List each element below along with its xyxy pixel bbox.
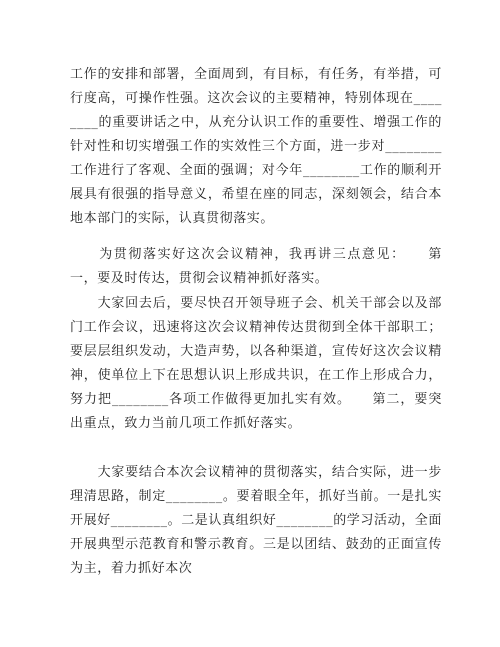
paragraph-meeting-summary: 工作的安排和部署，全面周到，有目标，有任务，有举措，可行度高，可操作性强。这次会议的主要精神，特别体现在________的重要讲话之中，从充分认识工作的重要性、增强工作的针对性和切实增强工作的实效性三个方面，进一步对________工作进行了客观、全面的强调；对今年________工作的顺利开展具有很强的指导意义，希望在座的同志，深刻领会，结合本地本部门的实际，认真贯彻落实。 bbox=[70, 67, 442, 226]
paragraph-point-three: 大家要结合本次会议精神的贯彻落实，结合实际，进一步理清思路，制定________。要着眼全年，抓好当前。一是扎实开展好________。二是认真组织好________的学习活动，全面开展典型示范教育和警示教育。三是以团结、鼓劲的正面宣传为主，着力抓好本次 bbox=[70, 465, 442, 576]
paragraph-point-two: 大家回去后，要尽快召开领导班子会、机关干部会以及部门工作会议，迅速将这次会议精神传达贯彻到全体干部职工；要层层组织发动，大造声势，以各种渠道，宣传好这次会议精神，使单位上下在思想认识上形成共识，在工作上形成合力，努力把________各项工作做得更加扎实有效。 第二，要突出重点，致力当前几项工作抓好落实。 bbox=[70, 296, 442, 431]
paragraph-three-points-intro: 为贯彻落实好这次会议精神，我再讲三点意见： 第一，要及时传达，贯彻会议精神抓好落实。 bbox=[70, 247, 442, 286]
